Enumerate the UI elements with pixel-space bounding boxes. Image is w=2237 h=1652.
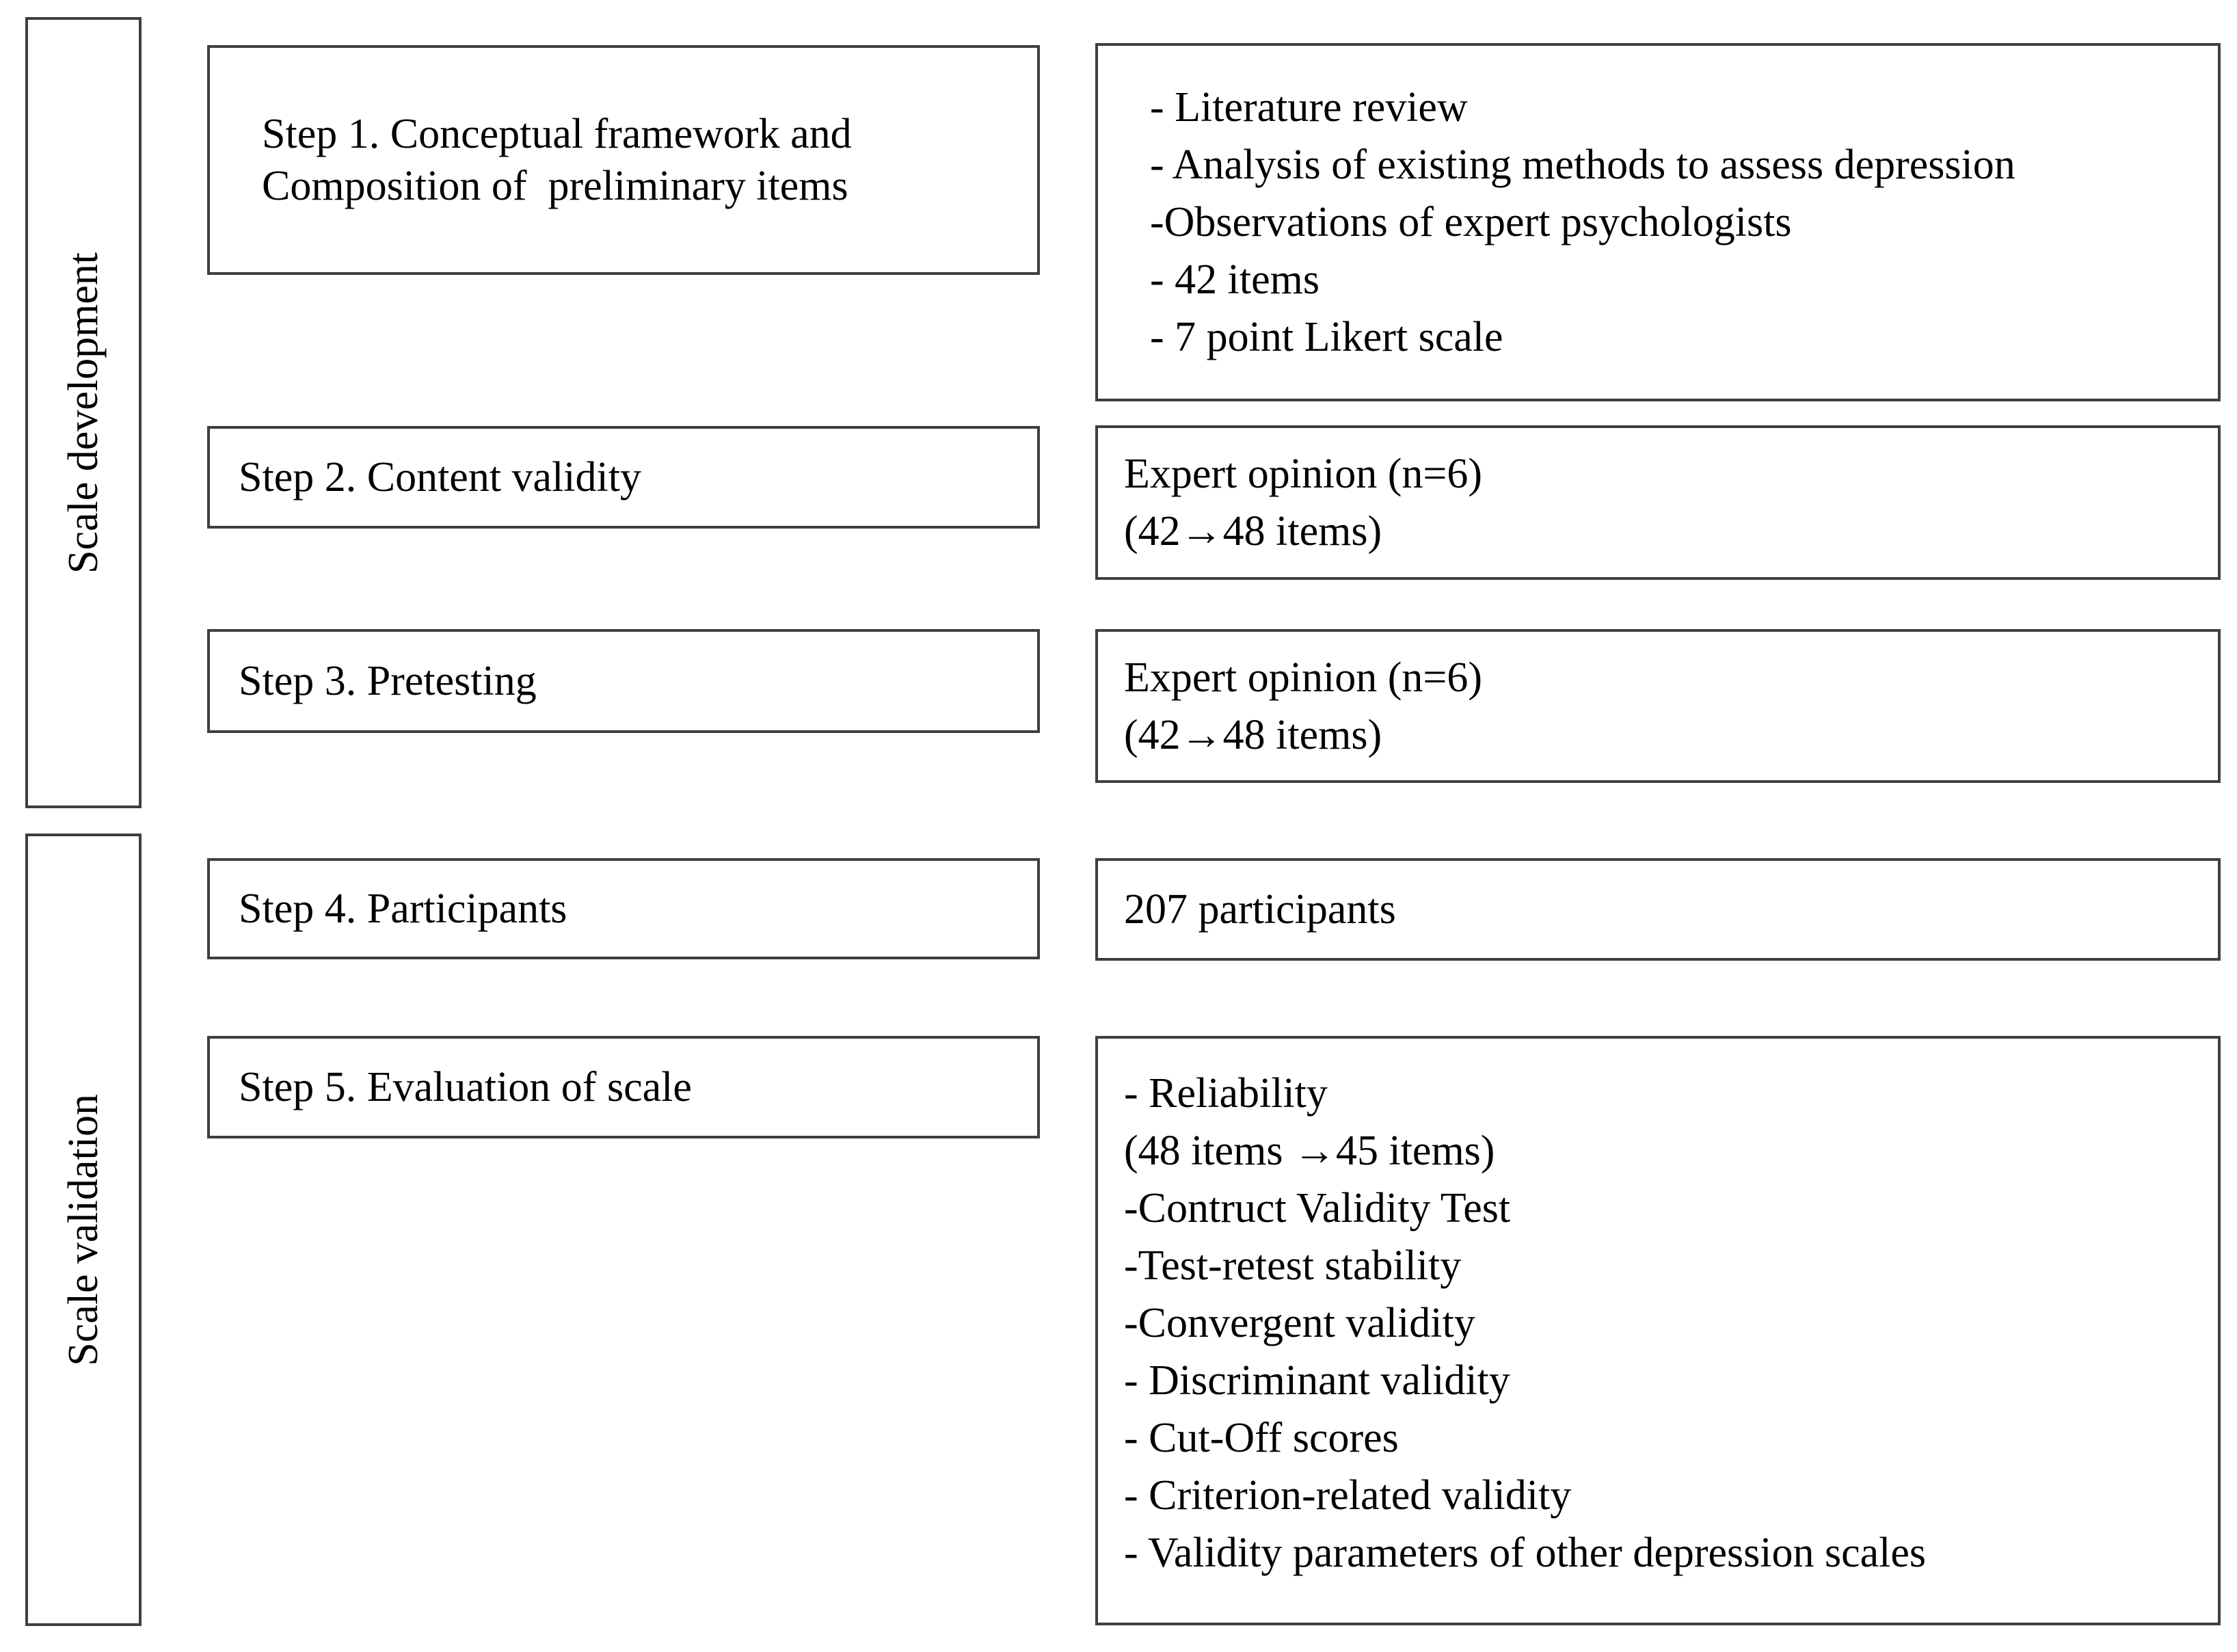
detail-line: - Discriminant validity xyxy=(1124,1357,1510,1404)
step-box-3 xyxy=(207,629,1040,733)
step-4-title-line: Step 4. Participants xyxy=(239,885,567,932)
detail-line: (42→48 items) xyxy=(1124,711,1382,758)
detail-line: (48 items →45 items) xyxy=(1124,1128,1495,1174)
detail-line: 207 participants xyxy=(1124,886,1396,933)
detail-box-3 xyxy=(1095,629,2221,783)
detail-line: - 42 items xyxy=(1150,256,1320,303)
step-box-4 xyxy=(207,858,1040,959)
step-2-title-line: Step 2. Content validity xyxy=(239,454,641,501)
step-3-title-line: Step 3. Pretesting xyxy=(239,658,537,704)
detail-line: -Contruct Validity Test xyxy=(1124,1185,1511,1231)
detail-line: -Observations of expert psychologists xyxy=(1150,199,1792,245)
phase-label-scale-development: Scale development xyxy=(59,252,107,574)
phase-box-scale-development xyxy=(25,17,142,808)
step-1-title-line: Composition of preliminary items xyxy=(262,163,848,209)
step-5-title-line: Step 5. Evaluation of scale xyxy=(239,1064,692,1110)
detail-line: - Literature review xyxy=(1150,84,1468,131)
step-box-5 xyxy=(207,1036,1040,1138)
phase-label-scale-validation: Scale validation xyxy=(59,1093,107,1366)
detail-line: - 7 point Likert scale xyxy=(1150,314,1503,360)
detail-line: -Test-retest stability xyxy=(1124,1242,1462,1289)
detail-box-2 xyxy=(1095,425,2221,580)
step-box-1 xyxy=(207,45,1040,275)
detail-box-4 xyxy=(1095,858,2221,961)
detail-box-1 xyxy=(1095,43,2221,401)
detail-line: - Reliability xyxy=(1124,1070,1328,1117)
detail-line: Expert opinion (n=6) xyxy=(1124,451,1482,497)
step-1-title-line: Step 1. Conceptual framework and xyxy=(262,111,852,157)
detail-line: - Criterion-related validity xyxy=(1124,1472,1572,1519)
detail-line: (42→48 items) xyxy=(1124,508,1382,555)
detail-line: - Validity parameters of other depression scales xyxy=(1124,1530,1927,1576)
phase-box-scale-validation xyxy=(25,834,142,1626)
detail-line: -Convergent validity xyxy=(1124,1300,1475,1346)
detail-line: - Analysis of existing methods to assess depression xyxy=(1150,142,2015,188)
detail-line: - Cut-Off scores xyxy=(1124,1415,1399,1461)
detail-box-5 xyxy=(1095,1036,2221,1625)
step-box-2 xyxy=(207,426,1040,529)
detail-line: Expert opinion (n=6) xyxy=(1124,654,1482,701)
